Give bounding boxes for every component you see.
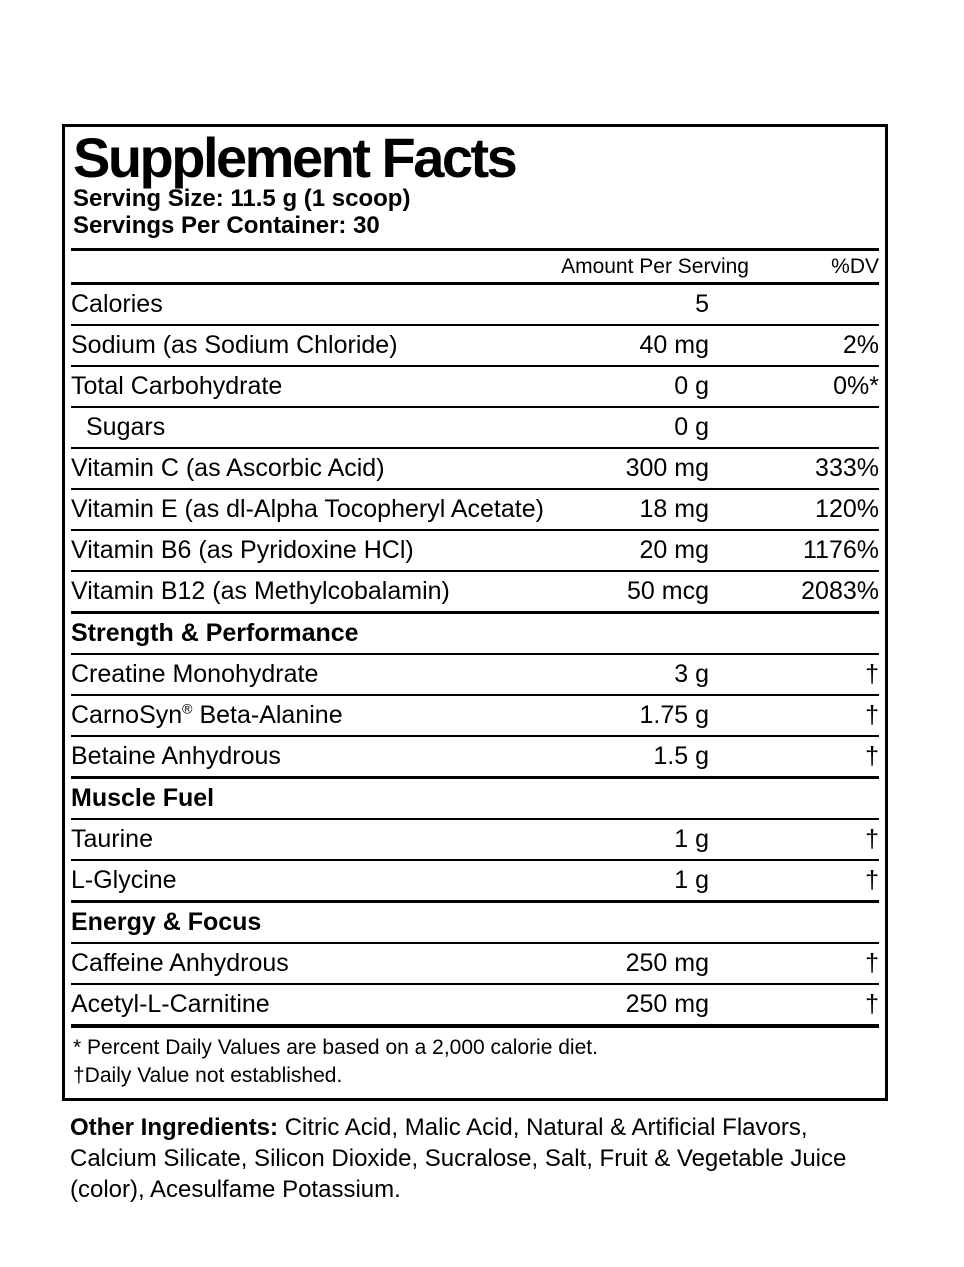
panel-title: Supplement Facts: [73, 126, 516, 189]
ingredient-name: [71, 701, 639, 730]
ingredient-name: L-Glycine: [71, 866, 177, 894]
table-row-vitamin-c: [71, 449, 879, 488]
other-ingredients-label: Other Ingredients:: [70, 1114, 279, 1141]
nutrient-amount: 0 g: [674, 413, 709, 441]
nutrient-dv: 0%*: [833, 372, 879, 400]
table-row-sodium: [71, 326, 879, 365]
ingredient-amount: 250 mg: [625, 949, 709, 977]
ingredient-amount: 1.5 g: [653, 742, 709, 770]
ingredient-dv: †: [865, 701, 879, 729]
servings-per-container: Servings Per Container: 30: [73, 212, 380, 239]
table-row-vitamin-e: [71, 490, 879, 529]
nutrient-name: Vitamin C (as Ascorbic Acid): [71, 454, 385, 482]
table-row-carnosyn-beta-alanine: [71, 696, 879, 735]
ingredient-name-part: Beta-Alanine: [192, 701, 343, 729]
other-ingredients-line: (color), Acesulfame Potassium.: [70, 1176, 401, 1203]
section-header-energy-focus: [71, 903, 879, 942]
table-row-caffeine-anhydrous: [71, 944, 879, 983]
ingredient-dv: †: [865, 949, 879, 977]
ingredient-name: Caffeine Anhydrous: [71, 949, 289, 977]
nutrient-name: Vitamin B6 (as Pyridoxine HCl): [71, 536, 414, 564]
ingredient-name: Taurine: [71, 825, 153, 853]
nutrient-name: Sodium (as Sodium Chloride): [71, 331, 398, 359]
other-ingredients-line: [70, 1112, 846, 1143]
table-row-l-glycine: [71, 861, 879, 900]
footnote-daily-value: †Daily Value not established.: [73, 1064, 343, 1087]
nutrient-name: Sugars: [86, 413, 166, 441]
amount-column-header: Amount Per Serving: [561, 254, 749, 278]
footnotes: [71, 1028, 879, 1098]
nutrient-amount: 20 mg: [639, 536, 709, 564]
dv-column-header: %DV: [831, 254, 879, 278]
footnote-percent-dv: * Percent Daily Values are based on a 2,000 calorie diet.: [73, 1036, 598, 1059]
registered-trademark-symbol: ®: [182, 700, 193, 717]
table-row-taurine: [71, 820, 879, 859]
nutrient-amount: 40 mg: [639, 331, 709, 359]
nutrient-name: Vitamin B12 (as Methylcobalamin): [71, 577, 450, 605]
nutrient-dv: 333%: [815, 454, 879, 482]
table-row-acetyl-l-carnitine: [71, 985, 879, 1024]
nutrient-amount: 300 mg: [625, 454, 709, 482]
ingredient-amount: 1 g: [674, 825, 709, 853]
ingredient-name-part: CarnoSyn: [71, 701, 183, 729]
supplement-facts-panel: [62, 124, 888, 1101]
section-title: Energy & Focus: [71, 908, 262, 936]
serving-size: Serving Size: 11.5 g (1 scoop): [73, 185, 411, 212]
nutrient-name: Calories: [71, 290, 163, 318]
nutrient-name: Vitamin E (as dl-Alpha Tocopheryl Acetate): [71, 495, 544, 523]
section-title: Muscle Fuel: [71, 784, 215, 812]
ingredient-name: Betaine Anhydrous: [71, 742, 281, 770]
ingredient-dv: †: [865, 660, 879, 688]
section-title: Strength & Performance: [71, 619, 359, 647]
other-ingredients-line: Calcium Silicate, Silicon Dioxide, Sucralose, Salt, Fruit & Vegetable Juice: [70, 1145, 847, 1172]
table-row-total-carbohydrate: [71, 367, 879, 406]
nutrient-name: Total Carbohydrate: [71, 372, 283, 400]
table-row-vitamin-b6: [71, 531, 879, 570]
nutrient-amount: 18 mg: [639, 495, 709, 523]
nutrient-dv: 2%: [842, 331, 879, 359]
ingredient-amount: 1 g: [674, 866, 709, 894]
table-row-vitamin-b12: [71, 572, 879, 611]
table-row-betaine-anhydrous: [71, 737, 879, 776]
nutrient-amount: 0 g: [674, 372, 709, 400]
other-ingredients: [70, 1112, 846, 1205]
ingredient-amount: 3 g: [674, 660, 709, 688]
nutrient-dv: 2083%: [801, 577, 879, 605]
nutrient-dv: 120%: [815, 495, 879, 523]
section-header-muscle-fuel: [71, 779, 879, 818]
table-row-creatine-monohydrate: [71, 655, 879, 694]
ingredient-dv: †: [865, 866, 879, 894]
ingredient-dv: †: [865, 742, 879, 770]
table-row-sugars: [71, 408, 879, 447]
ingredient-amount: 250 mg: [625, 990, 709, 1018]
nutrient-amount: 5: [695, 290, 709, 318]
column-header-row: [71, 251, 879, 282]
section-header-strength-performance: [71, 614, 879, 653]
ingredient-name: Creatine Monohydrate: [71, 660, 319, 688]
ingredient-dv: †: [865, 825, 879, 853]
ingredient-dv: †: [865, 990, 879, 1018]
nutrient-dv: 1176%: [803, 536, 879, 564]
ingredient-amount: 1.75 g: [639, 701, 709, 729]
other-ingredients-text: Citric Acid, Malic Acid, Natural & Artificial Flavors,: [278, 1114, 808, 1141]
table-row-calories: [71, 285, 879, 324]
nutrient-amount: 50 mcg: [627, 577, 709, 605]
ingredient-name: Acetyl-L-Carnitine: [71, 990, 270, 1018]
